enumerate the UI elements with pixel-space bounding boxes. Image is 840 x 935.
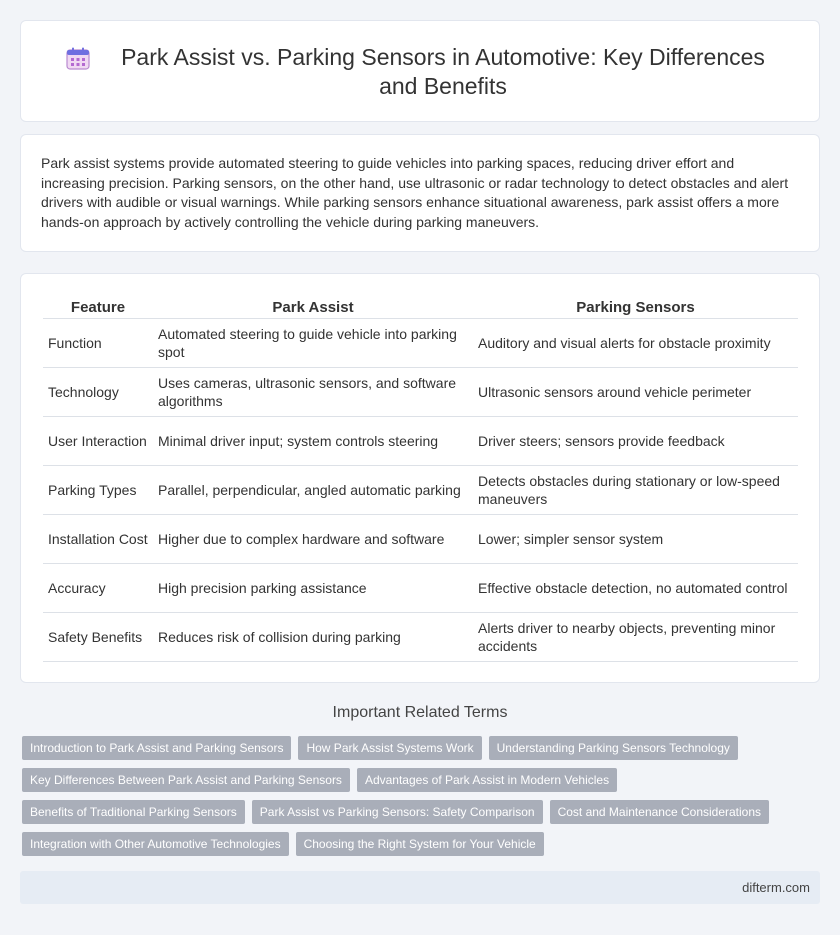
intro-paragraph: Park assist systems provide automated steering to guide vehicles into parking spaces, reducing driver effort and increasing precision. Parking sensors, on the other hand, use ultrasonic or radar technology to detect obstacles and alert drivers with audible or visual warnings. While parking sensors enhance situational awareness, park assist offers a more hands-on approach by actively controlling the vehicle during parking maneuvers. bbox=[41, 155, 789, 230]
related-term-link[interactable]: Advantages of Park Assist in Modern Vehicles bbox=[357, 768, 617, 792]
related-terms-list bbox=[22, 736, 812, 864]
feature-cell: Function bbox=[43, 318, 153, 367]
header-parking-sensors: Parking Sensors bbox=[473, 295, 798, 318]
table-row bbox=[43, 367, 798, 416]
footer-site-link[interactable]: difterm.com bbox=[742, 880, 810, 895]
parking-sensors-cell: Detects obstacles during stationary or low-speed maneuvers bbox=[473, 465, 798, 514]
intro-card bbox=[20, 134, 820, 252]
parking-sensors-cell: Auditory and visual alerts for obstacle proximity bbox=[473, 318, 798, 367]
table-row bbox=[43, 563, 798, 612]
table-row bbox=[43, 514, 798, 563]
park-assist-cell: Uses cameras, ultrasonic sensors, and software algorithms bbox=[153, 367, 473, 416]
park-assist-cell: Higher due to complex hardware and software bbox=[153, 514, 473, 563]
parking-sensors-cell: Driver steers; sensors provide feedback bbox=[473, 416, 798, 465]
tag-row bbox=[22, 736, 812, 760]
park-assist-cell: Minimal driver input; system controls steering bbox=[153, 416, 473, 465]
park-assist-cell: Reduces risk of collision during parking bbox=[153, 612, 473, 661]
comparison-table bbox=[43, 295, 798, 662]
comparison-card bbox=[20, 273, 820, 683]
feature-cell: User Interaction bbox=[43, 416, 153, 465]
feature-cell: Safety Benefits bbox=[43, 612, 153, 661]
footer bbox=[20, 871, 820, 904]
tag-row bbox=[22, 768, 812, 792]
title-card bbox=[20, 20, 820, 122]
feature-cell: Parking Types bbox=[43, 465, 153, 514]
header-park-assist: Park Assist bbox=[153, 295, 473, 318]
parking-sensors-cell: Alerts driver to nearby objects, preventing minor accidents bbox=[473, 612, 798, 661]
tag-row bbox=[22, 800, 812, 824]
feature-cell: Accuracy bbox=[43, 563, 153, 612]
table-header-row bbox=[43, 295, 798, 318]
table-row bbox=[43, 318, 798, 367]
parking-sensors-cell: Ultrasonic sensors around vehicle perimeter bbox=[473, 367, 798, 416]
page-title: Park Assist vs. Parking Sensors in Automotive: Key Differences and Benefits bbox=[121, 44, 765, 99]
related-term-link[interactable]: How Park Assist Systems Work bbox=[298, 736, 481, 760]
related-terms-heading: Important Related Terms bbox=[332, 704, 508, 721]
parking-sensors-cell: Lower; simpler sensor system bbox=[473, 514, 798, 563]
tag-row bbox=[22, 832, 812, 856]
table-row bbox=[43, 465, 798, 514]
park-assist-cell: Automated steering to guide vehicle into parking spot bbox=[153, 318, 473, 367]
related-term-link[interactable]: Key Differences Between Park Assist and Parking Sensors bbox=[22, 768, 350, 792]
park-assist-cell: High precision parking assistance bbox=[153, 563, 473, 612]
header-feature: Feature bbox=[43, 295, 153, 318]
related-term-link[interactable]: Cost and Maintenance Considerations bbox=[550, 800, 769, 824]
table-row bbox=[43, 416, 798, 465]
table-row bbox=[43, 612, 798, 661]
related-term-link[interactable]: Integration with Other Automotive Technologies bbox=[22, 832, 289, 856]
parking-sensors-cell: Effective obstacle detection, no automated control bbox=[473, 563, 798, 612]
related-term-link[interactable]: Benefits of Traditional Parking Sensors bbox=[22, 800, 245, 824]
feature-cell: Installation Cost bbox=[43, 514, 153, 563]
park-assist-cell: Parallel, perpendicular, angled automatic parking bbox=[153, 465, 473, 514]
related-term-link[interactable]: Understanding Parking Sensors Technology bbox=[489, 736, 738, 760]
related-term-link[interactable]: Introduction to Park Assist and Parking Sensors bbox=[22, 736, 291, 760]
related-term-link[interactable]: Choosing the Right System for Your Vehicle bbox=[296, 832, 544, 856]
related-term-link[interactable]: Park Assist vs Parking Sensors: Safety Comparison bbox=[252, 800, 543, 824]
feature-cell: Technology bbox=[43, 367, 153, 416]
